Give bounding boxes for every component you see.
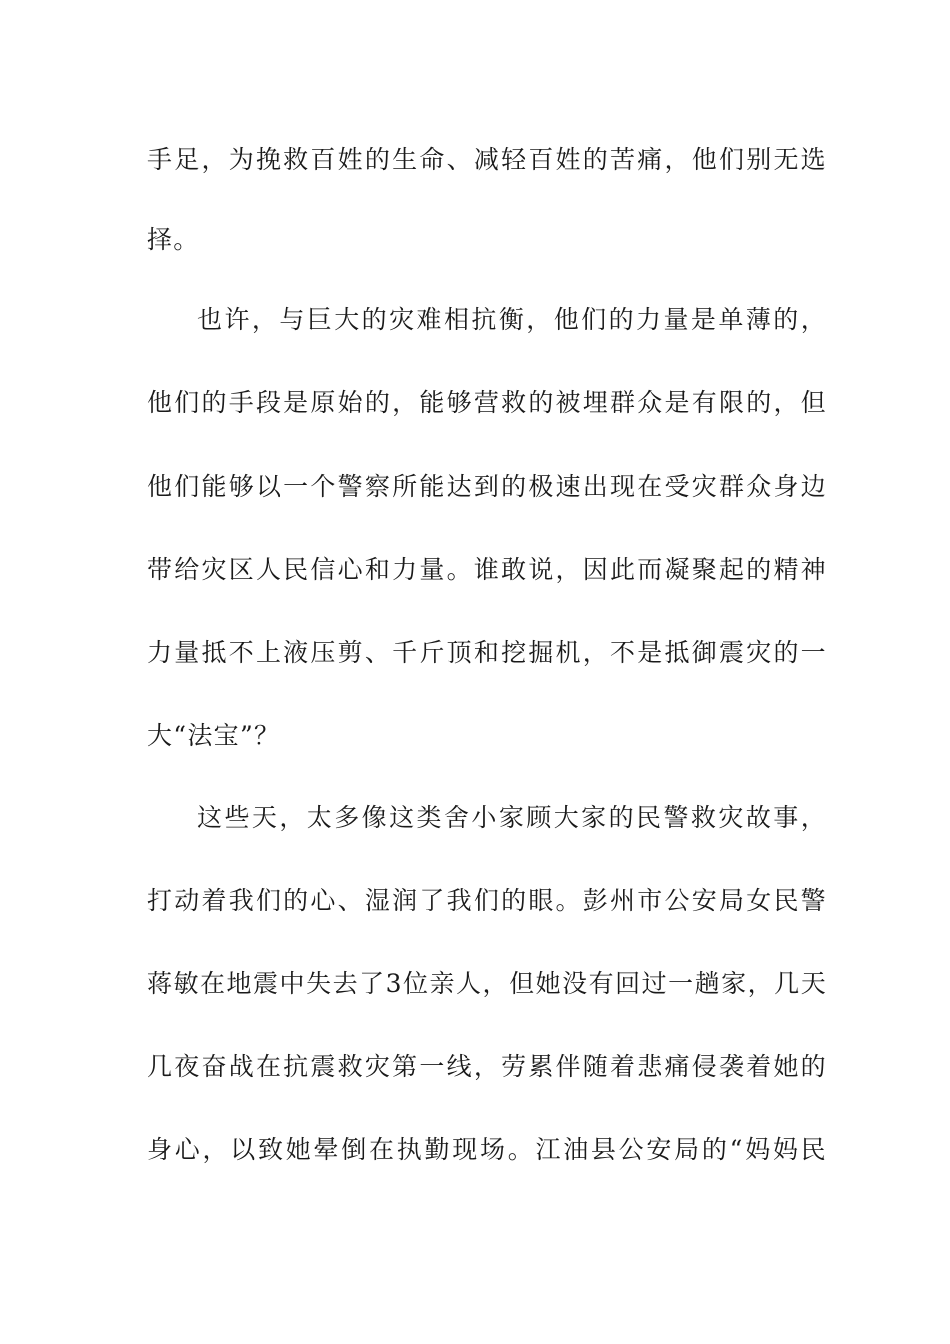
text-line: 打动着我们的心、湿润了我们的眼。彭州市公安局女民警 bbox=[147, 886, 827, 915]
text-line: 他们能够以一个警察所能达到的极速出现在受灾群众身边 bbox=[147, 472, 827, 501]
text-line: 择。 bbox=[147, 225, 200, 254]
text-line: 身心，以致她晕倒在执勤现场。江油县公安局的“妈妈民 bbox=[147, 1135, 827, 1164]
text-line: 手足，为挽救百姓的生命、减轻百姓的苦痛，他们别无选 bbox=[147, 145, 827, 174]
text-line: 他们的手段是原始的，能够营救的被埋群众是有限的，但 bbox=[147, 388, 827, 417]
text-line: 大“法宝”？ bbox=[147, 721, 281, 750]
text-line: 带给灾区人民信心和力量。谁敢说，因此而凝聚起的精神 bbox=[147, 555, 827, 584]
text-line: 也许，与巨大的灾难相抗衡，他们的力量是单薄的， bbox=[197, 305, 827, 334]
text-line: 几夜奋战在抗震救灾第一线，劳累伴随着悲痛侵袭着她的 bbox=[147, 1052, 827, 1081]
text-line: 这些天，太多像这类舍小家顾大家的民警救灾故事， bbox=[197, 803, 827, 832]
text-line: 蒋敏在地震中失去了3位亲人，但她没有回过一趟家，几天 bbox=[147, 969, 827, 998]
text-line: 力量抵不上液压剪、千斤顶和挖掘机，不是抵御震灾的一 bbox=[147, 638, 827, 667]
